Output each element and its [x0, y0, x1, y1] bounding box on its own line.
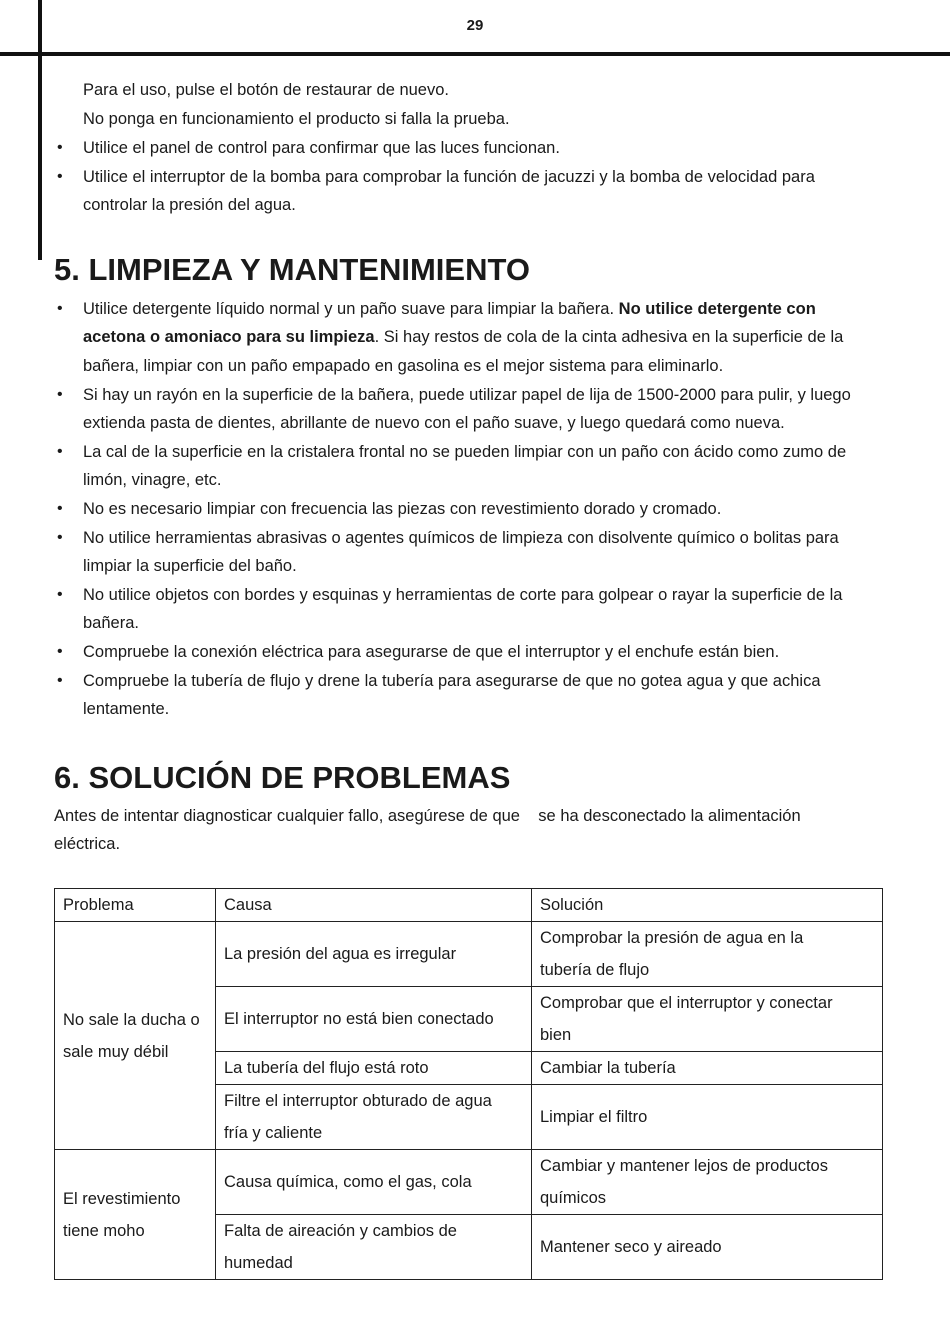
solution-line: Comprobar que el interruptor y conectar [540, 994, 833, 1012]
s5-bullet-6-line-1: No utilice objetos con bordes y esquinas y herramientas de corte para golpear o rayar la superficie de la [83, 586, 843, 604]
cause-cell [216, 1215, 532, 1280]
page-number: 29 [466, 17, 484, 34]
bullet-dot: • [57, 300, 63, 317]
solution-cell [532, 987, 883, 1052]
cause-line: humedad [224, 1254, 293, 1272]
s5-bullet-3-line-2: limón, vinagre, etc. [83, 471, 222, 489]
cause-line: Falta de aireación y cambios de [224, 1222, 457, 1240]
s5-bullet-1-text-2: . Si hay restos de cola de la cinta adhesiva en la superficie de la [374, 328, 844, 346]
solution-cell [532, 1150, 883, 1215]
section-6-heading: 6. SOLUCIÓN DE PROBLEMAS [54, 760, 511, 795]
problem-line: El revestimiento [63, 1189, 181, 1208]
s5-bullet-6-line-2: bañera. [83, 614, 139, 632]
s5-bullet-1-line-3: bañera, limpiar con un paño empapado en gasolina es el mejor sistema para eliminarlo. [83, 357, 724, 375]
cause-line: Filtre el interruptor obturado de agua [224, 1092, 492, 1110]
bullet-dot: • [57, 168, 63, 185]
s6-intro-line-2: eléctrica. [54, 835, 121, 853]
intro-bullet-2-line-2: controlar la presión del agua. [83, 196, 296, 214]
cause-line: La tubería del flujo está roto [224, 1059, 429, 1077]
s5-bullet-1-line-2 [83, 323, 843, 352]
section-5-heading: 5. LIMPIEZA Y MANTENIMIENTO [54, 252, 530, 287]
s5-bullet-2-line-1: Si hay un rayón en la superficie de la bañera, puede utilizar papel de lija de 1500-2000 para pulir, y luego [83, 386, 851, 404]
solution-line: tubería de flujo [540, 961, 650, 979]
header-problema: Problema [55, 889, 216, 922]
cause-line: fría y caliente [224, 1124, 323, 1142]
bullet-dot: • [57, 529, 63, 546]
s5-bullet-5-line-1: No utilice herramientas abrasivas o agentes químicos de limpieza con disolvente químico o bolitas para [83, 529, 839, 547]
bullet-dot: • [57, 139, 63, 156]
table-row [55, 1150, 883, 1215]
intro-bullet-2-line-1: Utilice el interruptor de la bomba para comprobar la función de jacuzzi y la bomba de velocidad para [83, 168, 815, 186]
cause-cell [216, 1052, 532, 1085]
solution-line: químicos [540, 1189, 607, 1207]
bullet-dot: • [57, 443, 63, 460]
cause-line: El interruptor no está bien conectado [224, 1010, 494, 1028]
s6-intro-line-1: Antes de intentar diagnosticar cualquier fallo, asegúrese de que se ha desconectado la alimentación [54, 807, 801, 825]
s5-bullet-4: No es necesario limpiar con frecuencia las piezas con revestimiento dorado y cromado. [83, 500, 722, 518]
cause-cell [216, 1150, 532, 1215]
solution-line: Cambiar y mantener lejos de productos [540, 1157, 828, 1175]
s5-bullet-8-line-2: lentamente. [83, 700, 170, 718]
intro-line-2: No ponga en funcionamiento el producto si falla la prueba. [83, 110, 510, 128]
s5-bullet-1-text: Utilice detergente líquido normal y un paño suave para limpiar la bañera. [83, 300, 619, 318]
s5-bullet-2-line-2: extienda pasta de dientes, abrillante de nuevo con el paño suave, y luego quedará como nueva. [83, 414, 785, 432]
s5-bullet-1-bold: No utilice detergente con [618, 300, 816, 318]
s5-bullet-3-line-1: La cal de la superficie en la cristalera frontal no se pueden limpiar con un paño con ácido como zumo de [83, 443, 847, 461]
solution-cell [532, 922, 883, 987]
problem-line: No sale la ducha o [63, 1010, 200, 1029]
solution-cell [532, 1215, 883, 1280]
header-causa: Causa [216, 889, 532, 922]
table-header-row [55, 889, 883, 922]
s5-bullet-5-line-2: limpiar la superficie del baño. [83, 557, 297, 575]
bullet-dot: • [57, 386, 63, 403]
bullet-dot: • [57, 500, 63, 517]
bullet-dot: • [57, 586, 63, 603]
solution-line: Comprobar la presión de agua en la [540, 929, 804, 947]
header-rule [0, 52, 950, 56]
table-row [55, 922, 883, 987]
troubleshooting-table [54, 888, 883, 1280]
left-margin-bar [38, 0, 42, 260]
cause-cell [216, 987, 532, 1052]
intro-bullet-1: Utilice el panel de control para confirmar que las luces funcionan. [83, 139, 560, 157]
s5-bullet-1-line-1 [83, 295, 816, 324]
bullet-dot: • [57, 643, 63, 660]
problem-line: sale muy débil [63, 1042, 169, 1061]
s5-bullet-7: Compruebe la conexión eléctrica para asegurarse de que el interruptor y el enchufe están bien. [83, 643, 780, 661]
s5-bullet-1-bold-2: acetona o amoniaco para su limpieza [83, 328, 375, 346]
problem-cell [55, 922, 216, 1150]
solution-line: bien [540, 1026, 572, 1044]
problem-line: tiene moho [63, 1221, 145, 1240]
intro-line-1: Para el uso, pulse el botón de restaurar de nuevo. [83, 81, 449, 99]
cause-line: Causa química, como el gas, cola [224, 1173, 472, 1191]
solution-cell [532, 1052, 883, 1085]
solution-cell [532, 1085, 883, 1150]
solution-line: Mantener seco y aireado [540, 1238, 722, 1256]
solution-line: Cambiar la tubería [540, 1059, 676, 1077]
bullet-dot: • [57, 672, 63, 689]
solution-line: Limpiar el filtro [540, 1108, 648, 1126]
header-solucion: Solución [532, 889, 883, 922]
cause-cell [216, 922, 532, 987]
s5-bullet-8-line-1: Compruebe la tubería de flujo y drene la tubería para asegurarse de que no gotea agua y que achica [83, 672, 821, 690]
cause-line: La presión del agua es irregular [224, 945, 457, 963]
problem-cell [55, 1150, 216, 1280]
cause-cell [216, 1085, 532, 1150]
